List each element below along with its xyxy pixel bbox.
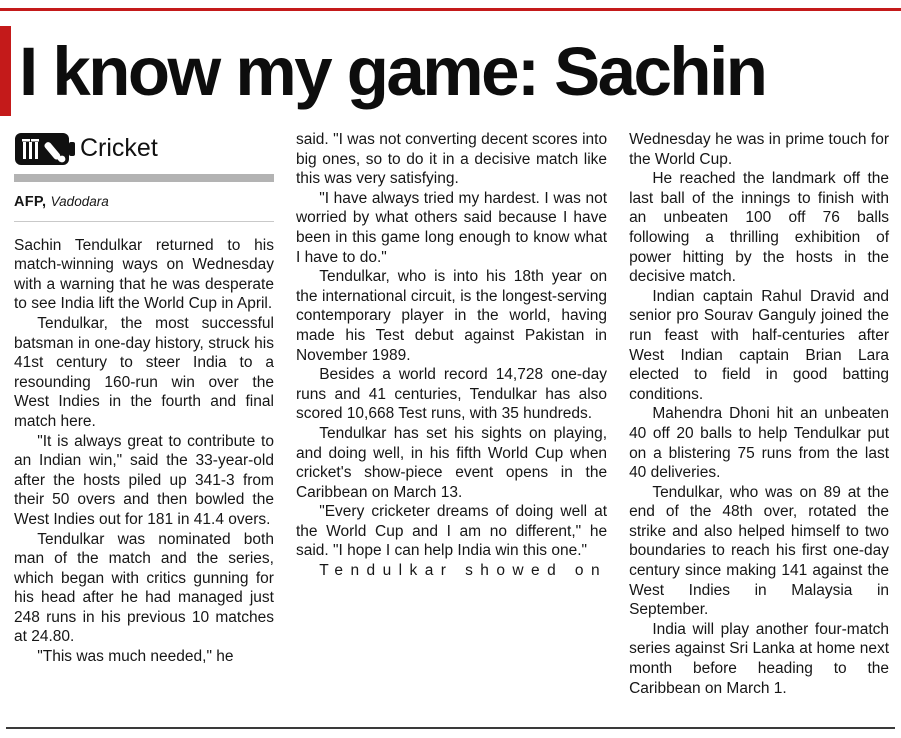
byline xyxy=(14,192,274,213)
article-paragraph: "Every cricketer dreams of doing well at the World Cup and I am no different," he said. "I hope I can help India win this one." xyxy=(295,503,608,560)
cricket-icon xyxy=(14,130,76,168)
article-paragraph: Tendulkar was nominated both man of the match and the series, which began with critics gunning for his head after he had managed just 248 runs in his previous 10 matches at 24.80. xyxy=(14,530,274,646)
column-2-paragraphs xyxy=(296,130,607,581)
section-header xyxy=(14,130,274,168)
column-3 xyxy=(629,130,889,698)
column-3-paragraphs xyxy=(629,130,889,698)
byline-agency: AFP, xyxy=(14,194,47,210)
article-body xyxy=(14,130,889,698)
headline: I know my game: Sachin xyxy=(19,33,766,110)
article-paragraph: Tendulkar has set his sights on playing, and doing well, in his fifth World Cup when cricket's show-piece event opens in the Caribbean on March 13. xyxy=(295,424,608,501)
article-paragraph: Tendulkar, the most successful batsman in one-day history, struck his 41st century to steer India to a resounding 160-run win over the West Indies in the fourth and final match here. xyxy=(14,314,274,430)
bottom-rule xyxy=(6,727,895,729)
article-paragraph: "This was much needed," he xyxy=(37,648,234,666)
article-paragraph: Besides a world record 14,728 one-day runs and 41 centuries, Tendulkar has also scored 10,668 Test runs, with 35 hundreds. xyxy=(295,366,608,423)
red-accent-bar xyxy=(0,26,11,116)
byline-location: Vadodara xyxy=(50,194,109,209)
section-divider-bar xyxy=(14,174,274,182)
article-paragraph: Sachin Tendulkar returned to his match-winning ways on Wednesday with a warning that he was desperate to see India lift the World Cup in April. xyxy=(14,236,274,313)
article-paragraph: Tendulkar showed on xyxy=(319,562,608,580)
article-paragraph: Mahendra Dhoni hit an unbeaten 40 off 20 balls to help Tendulkar put on a blistering 75 runs from the last 40 deliveries. xyxy=(629,405,890,482)
article-paragraph: "It is always great to contribute to an Indian win," said the 33-year-old after the hosts piled up 341-3 from their 50 overs and then bowled the West Indies out for 181 in 41.4 overs. xyxy=(14,432,274,528)
article-paragraph: He reached the landmark off the last ball of the innings to finish with an unbeaten 100 off 76 balls following a thrilling exhibition of power hitting by the hosts in the decisive match. xyxy=(629,170,890,286)
byline-rule xyxy=(14,221,274,222)
article-paragraph: "I have always tried my hardest. I was not worried by what others said because I have been in this game long enough to know what I have to do." xyxy=(295,189,608,266)
article-paragraph: Wednesday he was in prime touch for the World Cup. xyxy=(629,131,890,168)
top-accent-rule xyxy=(0,8,901,11)
article-paragraph: Indian captain Rahul Dravid and senior pro Sourav Ganguly joined the run feast with half-centuries after West Indian captain Brian Lara elected to field in good batting conditions. xyxy=(629,287,890,403)
column-1 xyxy=(14,130,274,698)
section-label: Cricket xyxy=(80,134,158,163)
article-paragraph: India will play another four-match series against Sri Lanka at home next month before heading to the Caribbean on March 1. xyxy=(629,620,890,697)
headline-row xyxy=(0,26,901,118)
article-paragraph: Tendulkar, who is into his 18th year on the international circuit, is the longest-serving contemporary player in the world, having made his Test debut against Pakistan in November 1989. xyxy=(295,268,608,364)
article-paragraph: Tendulkar, who was on 89 at the end of the 48th over, rotated the strike and also helped himself to two boundaries to reach his first one-day century since making 141 against the West Indies in Malaysia in September. xyxy=(629,483,890,619)
column-1-paragraphs xyxy=(14,236,274,667)
column-2 xyxy=(296,130,607,698)
article-paragraph: said. "I was not converting decent scores into big ones, so to do it in a decisive match like this was very satisfying. xyxy=(295,131,608,188)
